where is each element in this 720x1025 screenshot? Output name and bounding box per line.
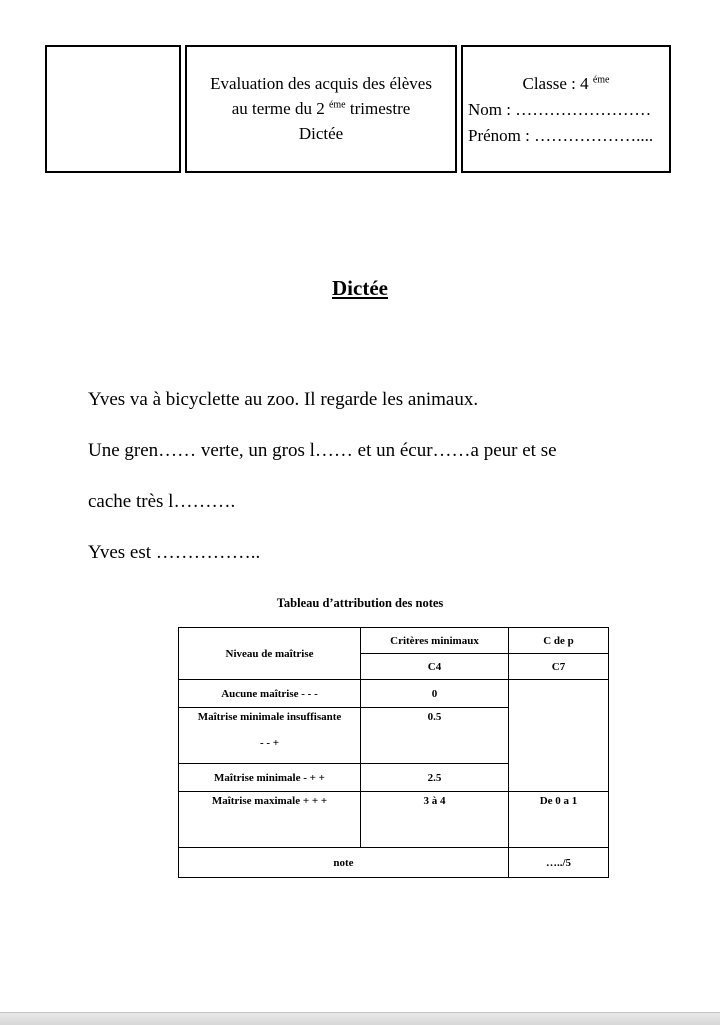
dictation-line-4: Yves est …………….. — [88, 542, 261, 563]
subheader-c7: C7 — [509, 654, 609, 680]
header-empty-cell — [45, 45, 181, 173]
row-insuffisante-label-line1: Maîtrise minimale insuffisante — [197, 711, 342, 723]
row-minimale-value: 2.5 — [361, 764, 509, 792]
merged-empty-cell — [509, 680, 609, 792]
dictation-line-2: Une gren…… verte, un gros l…… et un écur……a peur et se — [88, 440, 557, 461]
prenom-line: Prénom : ……………….... — [468, 126, 654, 145]
evaluation-line2-sup: éme — [328, 99, 346, 111]
dictation-line-3: cache très l………. — [88, 491, 236, 512]
notes-table-wrapper — [178, 627, 609, 878]
row-aucune-label: Aucune maîtrise - - - — [179, 680, 361, 708]
classe-sup: éme — [592, 74, 610, 86]
row-maximale-extra: De 0 a 1 — [509, 792, 609, 848]
dictation-text — [88, 388, 557, 592]
classe-line — [468, 71, 664, 97]
col-header-cdep: C de p — [509, 628, 609, 654]
row-insuffisante-label-line2: - - + — [259, 737, 280, 749]
notes-table — [178, 627, 609, 878]
header-student-cell — [461, 45, 671, 173]
classe-label: Classe : 4 — [522, 74, 593, 93]
note-label-cell: note — [179, 848, 509, 878]
dictation-line-1: Yves va à bicyclette au zoo. Il regarde les animaux. — [88, 389, 479, 410]
col-header-niveau: Niveau de maîtrise — [179, 628, 361, 680]
evaluation-line1: Evaluation des acquis des élèves — [210, 74, 432, 93]
evaluation-line2-pre: au terme du 2 — [231, 99, 329, 118]
header-evaluation-cell — [185, 45, 457, 173]
page-title: Dictée — [332, 276, 388, 300]
col-header-criteres: Critères minimaux — [361, 628, 509, 654]
row-insuffisante-value: 0.5 — [361, 708, 509, 764]
evaluation-line3: Dictée — [298, 124, 344, 143]
row-insuffisante-label — [179, 708, 361, 764]
row-aucune-value: 0 — [361, 680, 509, 708]
nom-line: Nom : …………………… — [468, 100, 652, 119]
note-value-cell: …../5 — [509, 848, 609, 878]
header-table — [45, 45, 671, 173]
bottom-scrollbar[interactable] — [0, 1012, 720, 1025]
subheader-c4: C4 — [361, 654, 509, 680]
row-maximale-value: 3 à 4 — [361, 792, 509, 848]
evaluation-line2-post: trimestre — [345, 99, 411, 118]
evaluation-line2 — [187, 96, 455, 121]
row-minimale-label: Maîtrise minimale - + + — [179, 764, 361, 792]
notes-table-caption: Tableau d’attribution des notes — [276, 596, 444, 610]
row-maximale-label: Maîtrise maximale + + + — [179, 792, 361, 848]
